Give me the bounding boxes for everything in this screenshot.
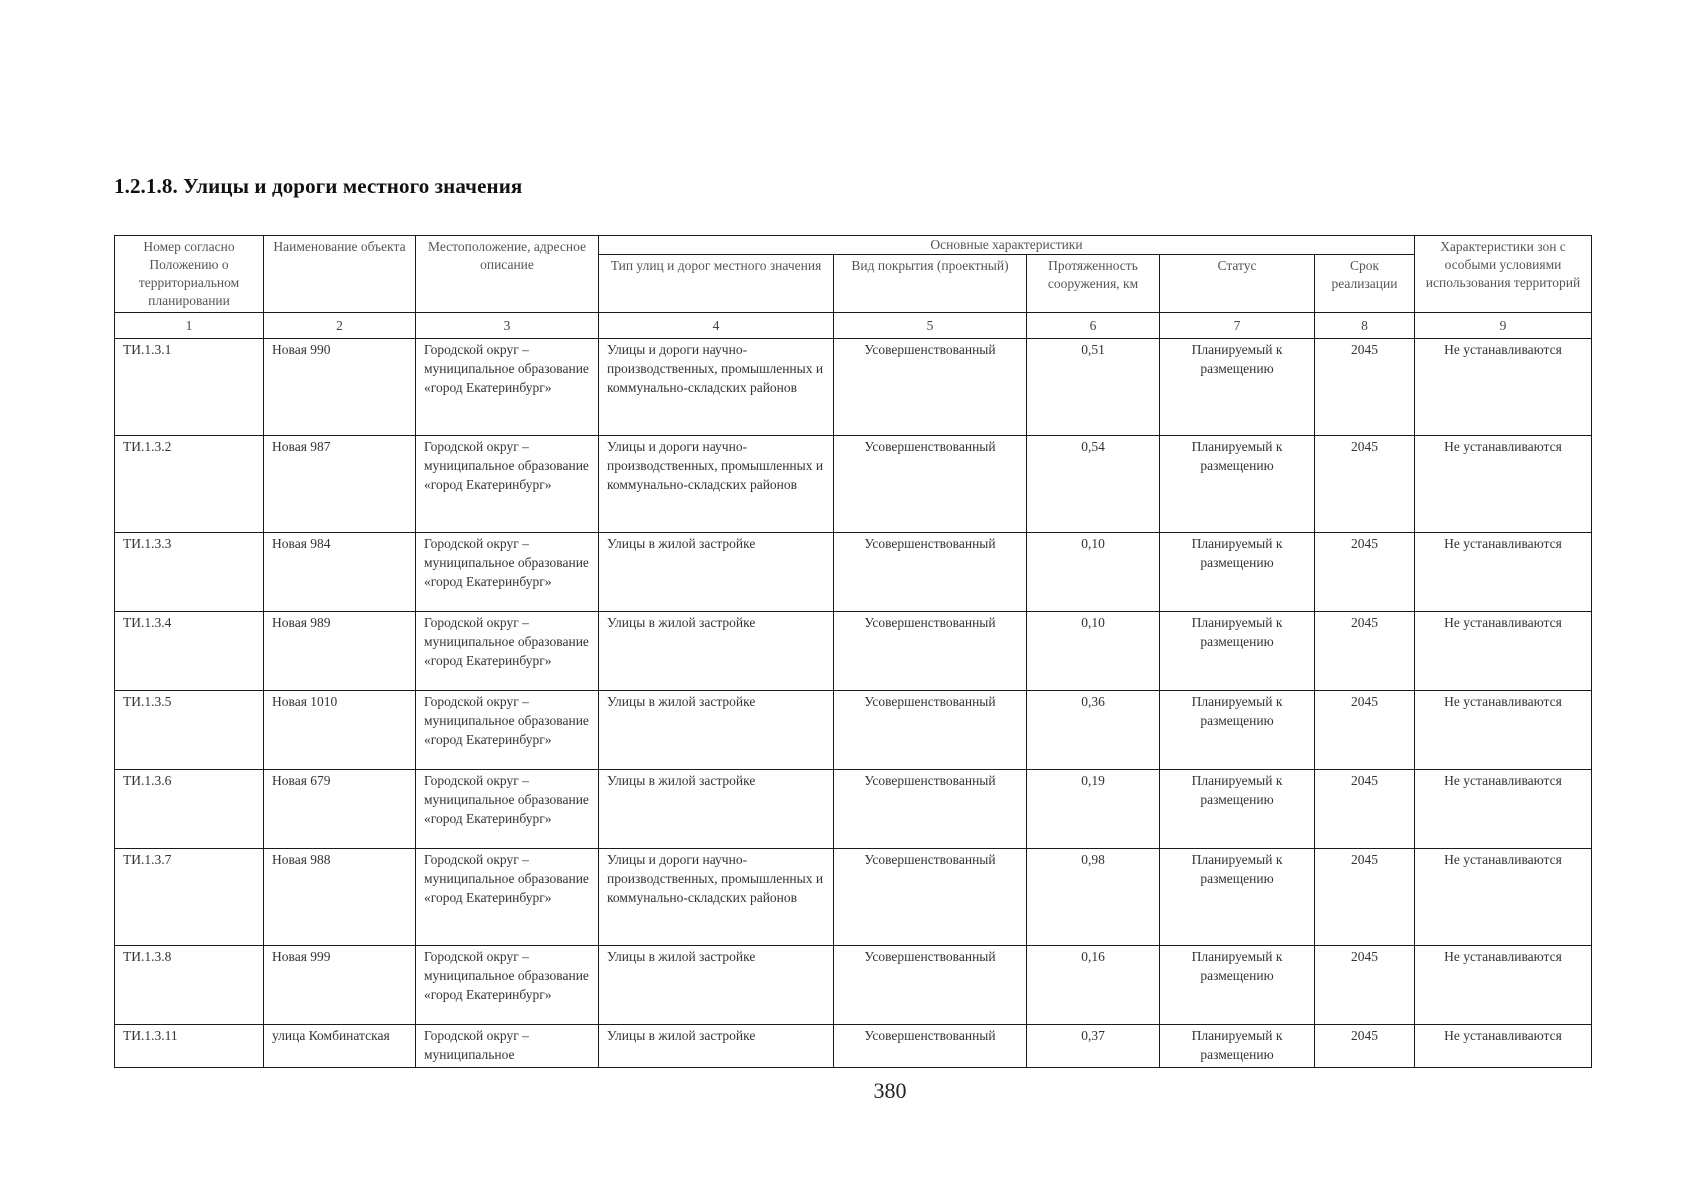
header-zones: Характеристики зон с особыми условиями использования территорий [1415, 236, 1592, 313]
cell-status: Планируемый к размещению [1160, 612, 1315, 691]
column-number: 4 [599, 313, 834, 339]
page-number: 380 [873, 1078, 907, 1103]
cell-type: Улицы в жилой застройке [599, 946, 834, 1025]
column-number: 2 [264, 313, 416, 339]
cell-name: улица Комбинатская [264, 1025, 416, 1068]
cell-status: Планируемый к размещению [1160, 946, 1315, 1025]
cell-status: Планируемый к размещению [1160, 770, 1315, 849]
cell-term: 2045 [1315, 612, 1415, 691]
cell-type: Улицы и дороги научно-производственных, промышленных и коммунально-складских районов [599, 849, 834, 946]
table-row [115, 770, 1592, 849]
cell-coating: Усовершенствованный [834, 849, 1027, 946]
table-row [115, 612, 1592, 691]
cell-location: Городской округ – муниципальное образование «город Екатеринбург» [416, 849, 599, 946]
table-header [115, 236, 1592, 339]
cell-coating: Усовершенствованный [834, 436, 1027, 533]
cell-status: Планируемый к размещению [1160, 1025, 1315, 1068]
cell-name: Новая 679 [264, 770, 416, 849]
column-number: 9 [1415, 313, 1592, 339]
cell-type: Улицы и дороги научно-производственных, промышленных и коммунально-складских районов [599, 339, 834, 436]
header-location: Местоположение, адресное описание [416, 236, 599, 313]
cell-coating: Усовершенствованный [834, 946, 1027, 1025]
cell-coating: Усовершенствованный [834, 533, 1027, 612]
cell-location: Городской округ – муниципальное образование «город Екатеринбург» [416, 691, 599, 770]
header-name: Наименование объекта [264, 236, 416, 313]
cell-coating: Усовершенствованный [834, 1025, 1027, 1068]
header-term: Срок реализации [1315, 255, 1415, 313]
cell-location: Городской округ – муниципальное образование «город Екатеринбург» [416, 436, 599, 533]
cell-coating: Усовершенствованный [834, 339, 1027, 436]
cell-type: Улицы в жилой застройке [599, 770, 834, 849]
cell-length: 0,37 [1027, 1025, 1160, 1068]
cell-name: Новая 989 [264, 612, 416, 691]
cell-number: ТИ.1.3.1 [115, 339, 264, 436]
column-number: 6 [1027, 313, 1160, 339]
header-coating: Вид покрытия (проектный) [834, 255, 1027, 313]
cell-type: Улицы в жилой застройке [599, 1025, 834, 1068]
cell-name: Новая 984 [264, 533, 416, 612]
cell-length: 0,16 [1027, 946, 1160, 1025]
cell-status: Планируемый к размещению [1160, 339, 1315, 436]
cell-length: 0,98 [1027, 849, 1160, 946]
cell-zones: Не устанавливаются [1415, 849, 1592, 946]
cell-number: ТИ.1.3.4 [115, 612, 264, 691]
cell-zones: Не устанавливаются [1415, 436, 1592, 533]
cell-term: 2045 [1315, 436, 1415, 533]
cell-location: Городской округ – муниципальное образование «город Екатеринбург» [416, 612, 599, 691]
cell-length: 0,36 [1027, 691, 1160, 770]
cell-name: Новая 990 [264, 339, 416, 436]
cell-zones: Не устанавливаются [1415, 612, 1592, 691]
cell-coating: Усовершенствованный [834, 770, 1027, 849]
cell-term: 2045 [1315, 339, 1415, 436]
cell-name: Новая 999 [264, 946, 416, 1025]
header-number: Номер согласно Положению о территориальном планировании [115, 236, 264, 313]
cell-number: ТИ.1.3.11 [115, 1025, 264, 1068]
cell-number: ТИ.1.3.7 [115, 849, 264, 946]
column-number: 5 [834, 313, 1027, 339]
column-number: 7 [1160, 313, 1315, 339]
cell-type: Улицы в жилой застройке [599, 533, 834, 612]
table-row [115, 1025, 1592, 1068]
cell-name: Новая 988 [264, 849, 416, 946]
cell-length: 0,54 [1027, 436, 1160, 533]
column-number: 8 [1315, 313, 1415, 339]
table-row [115, 691, 1592, 770]
table-row [115, 533, 1592, 612]
table-row [115, 436, 1592, 533]
table-row [115, 339, 1592, 436]
header-type: Тип улиц и дорог местного значения [599, 255, 834, 313]
cell-name: Новая 987 [264, 436, 416, 533]
cell-location: Городской округ – муниципальное образование «город Екатеринбург» [416, 946, 599, 1025]
column-number: 1 [115, 313, 264, 339]
cell-length: 0,51 [1027, 339, 1160, 436]
cell-term: 2045 [1315, 691, 1415, 770]
section-heading: 1.2.1.8. Улицы и дороги местного значения [114, 174, 523, 198]
cell-status: Планируемый к размещению [1160, 849, 1315, 946]
table-row [115, 849, 1592, 946]
cell-term: 2045 [1315, 533, 1415, 612]
cell-number: ТИ.1.3.2 [115, 436, 264, 533]
cell-status: Планируемый к размещению [1160, 533, 1315, 612]
cell-type: Улицы в жилой застройке [599, 691, 834, 770]
cell-term: 2045 [1315, 1025, 1415, 1068]
roads-table [114, 235, 1592, 1068]
cell-location: Городской округ – муниципальное образование «город Екатеринбург» [416, 770, 599, 849]
table-body [115, 339, 1592, 1068]
cell-number: ТИ.1.3.6 [115, 770, 264, 849]
cell-length: 0,10 [1027, 533, 1160, 612]
cell-number: ТИ.1.3.8 [115, 946, 264, 1025]
cell-length: 0,19 [1027, 770, 1160, 849]
header-status: Статус [1160, 255, 1315, 313]
header-length: Протяженность сооружения, км [1027, 255, 1160, 313]
cell-zones: Не устанавливаются [1415, 946, 1592, 1025]
cell-zones: Не устанавливаются [1415, 691, 1592, 770]
cell-term: 2045 [1315, 770, 1415, 849]
header-row-1 [115, 236, 1592, 255]
cell-length: 0,10 [1027, 612, 1160, 691]
cell-coating: Усовершенствованный [834, 691, 1027, 770]
column-number: 3 [416, 313, 599, 339]
column-number-row [115, 313, 1592, 339]
cell-term: 2045 [1315, 849, 1415, 946]
cell-zones: Не устанавливаются [1415, 770, 1592, 849]
cell-zones: Не устанавливаются [1415, 533, 1592, 612]
cell-type: Улицы и дороги научно-производственных, промышленных и коммунально-складских районов [599, 436, 834, 533]
cell-zones: Не устанавливаются [1415, 1025, 1592, 1068]
cell-location: Городской округ – муниципальное образование «город Екатеринбург» [416, 533, 599, 612]
cell-location: Городской округ – муниципальное образование «город Екатеринбург» [416, 339, 599, 436]
cell-name: Новая 1010 [264, 691, 416, 770]
cell-status: Планируемый к размещению [1160, 436, 1315, 533]
cell-coating: Усовершенствованный [834, 612, 1027, 691]
cell-location: Городской округ – муниципальное [416, 1025, 599, 1068]
header-main-characteristics: Основные характеристики [599, 236, 1415, 255]
table-row [115, 946, 1592, 1025]
cell-number: ТИ.1.3.5 [115, 691, 264, 770]
cell-type: Улицы в жилой застройке [599, 612, 834, 691]
cell-status: Планируемый к размещению [1160, 691, 1315, 770]
cell-zones: Не устанавливаются [1415, 339, 1592, 436]
cell-term: 2045 [1315, 946, 1415, 1025]
cell-number: ТИ.1.3.3 [115, 533, 264, 612]
